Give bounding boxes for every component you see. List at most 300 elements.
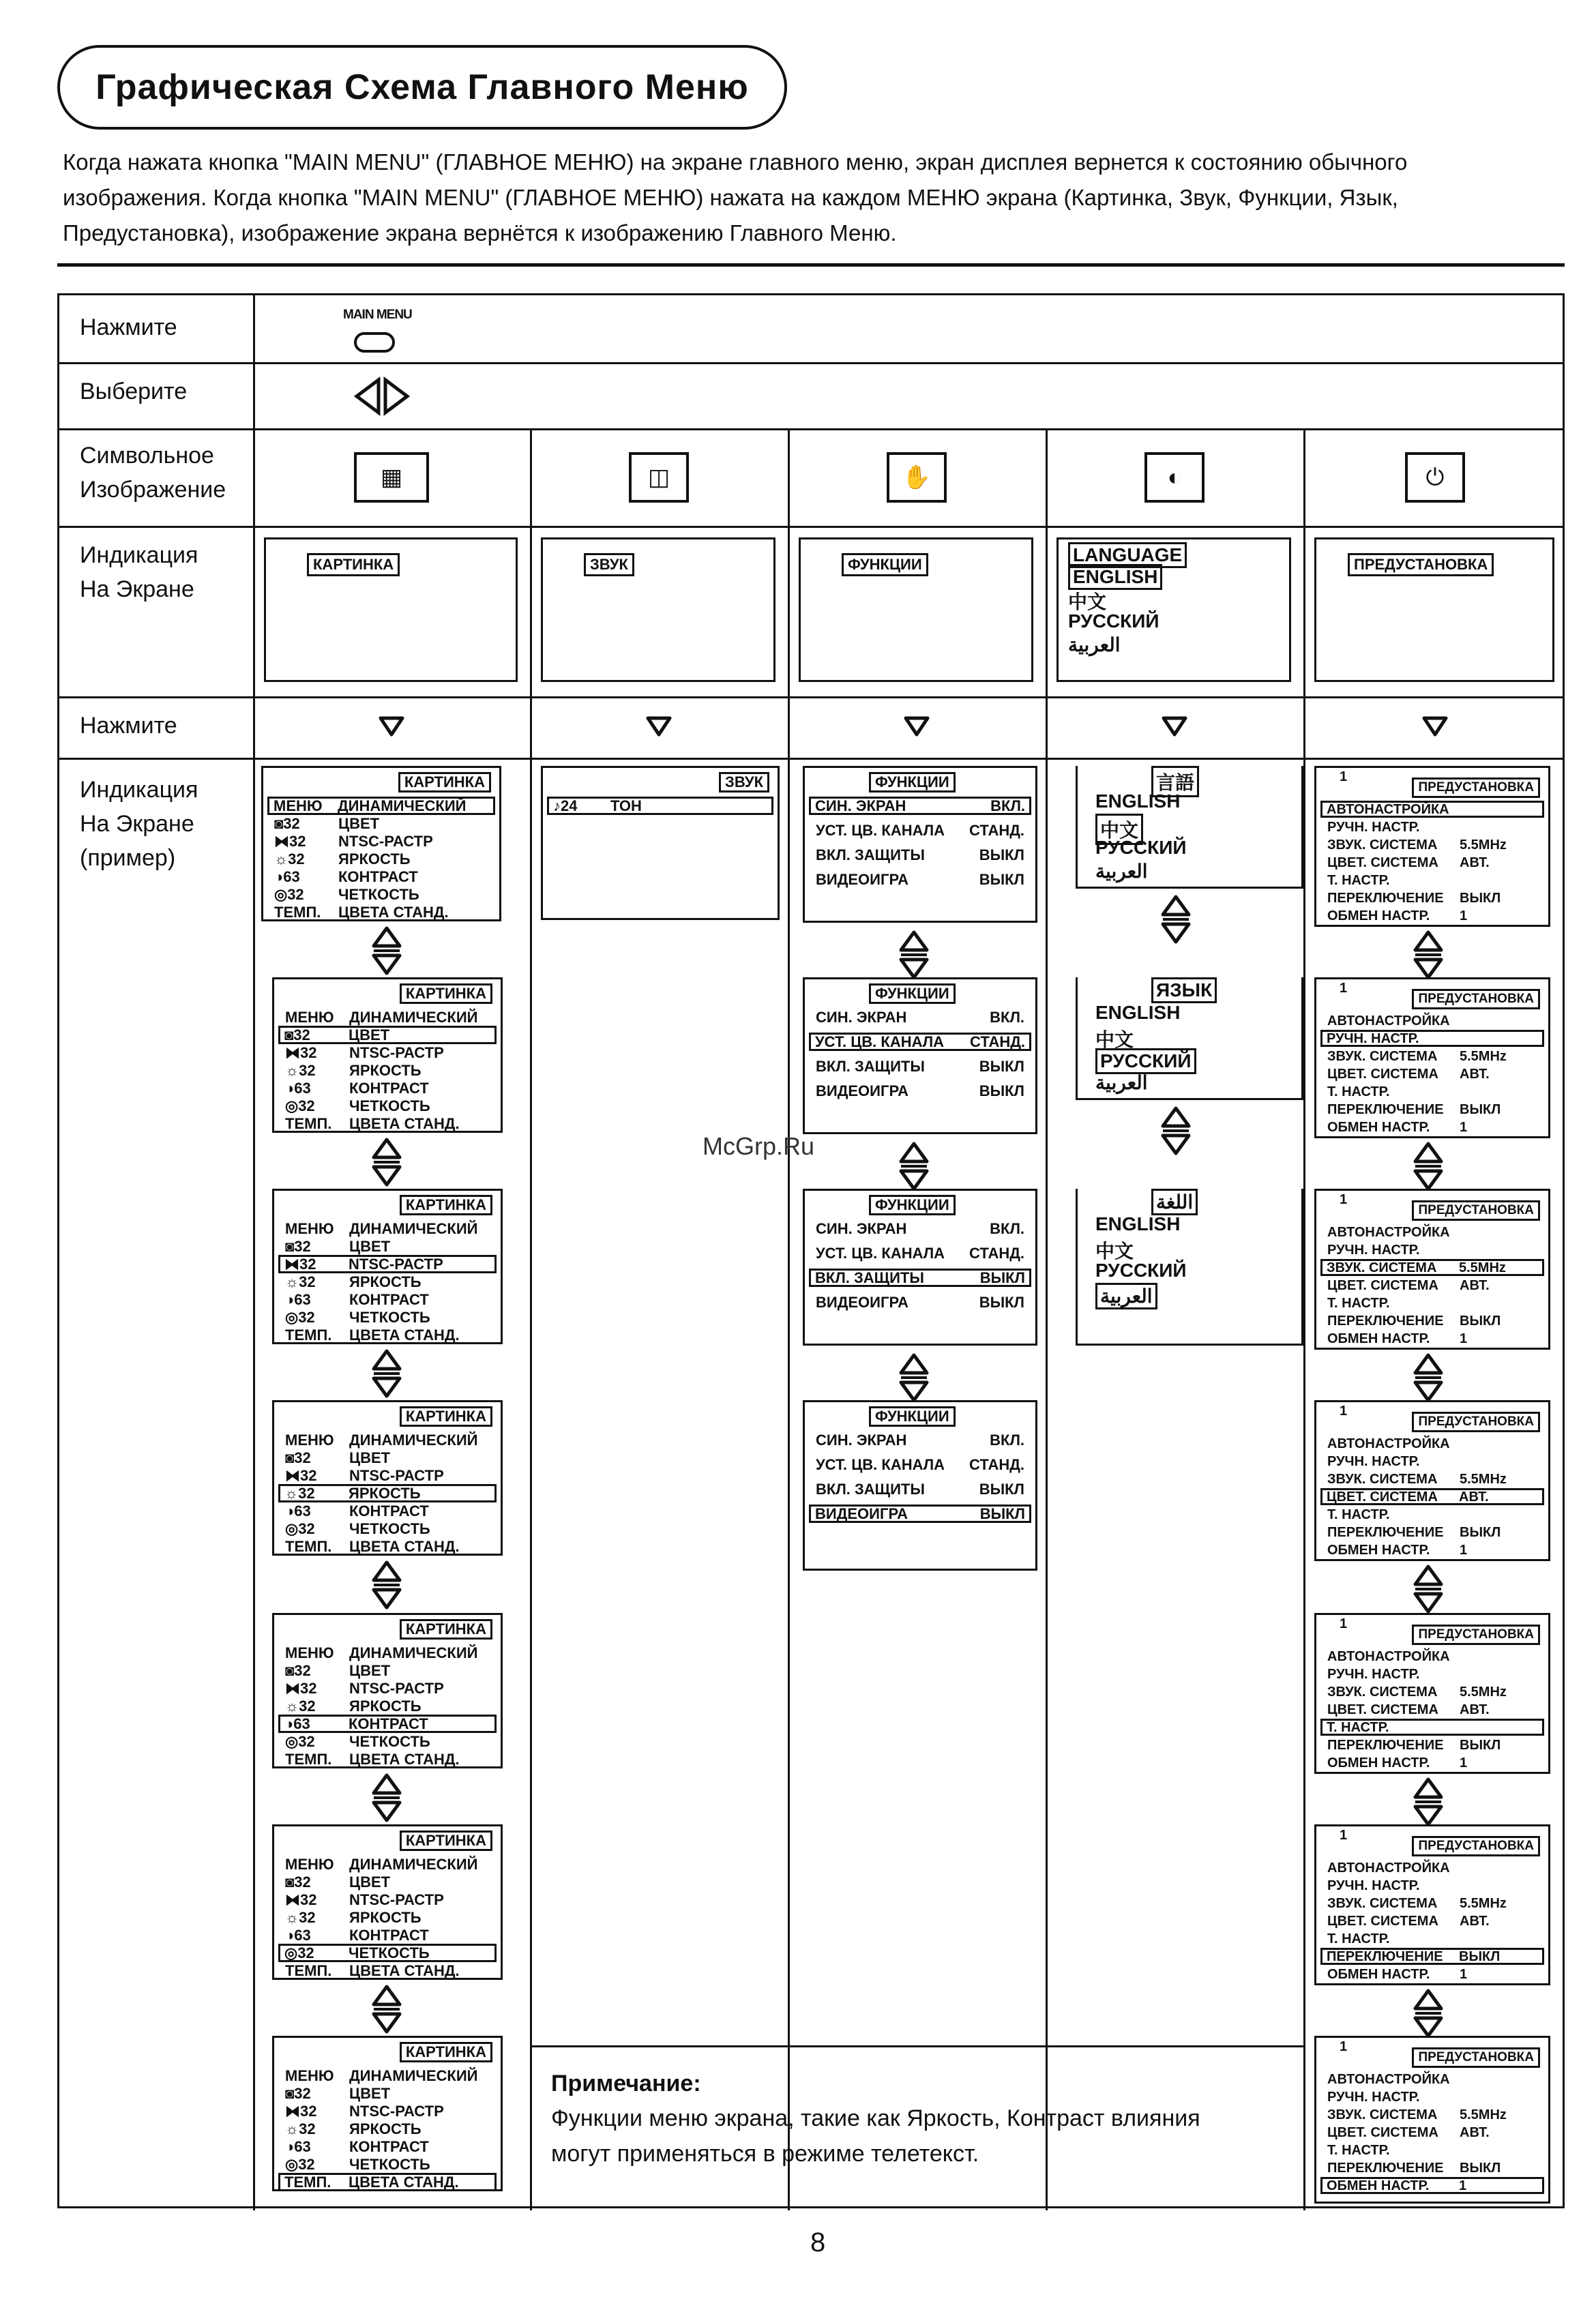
down-arrow-icon [903, 714, 930, 737]
row-value: СТАНД. [970, 1033, 1025, 1050]
preset-menu-row [1323, 1435, 1541, 1452]
screen-preview [1056, 537, 1291, 682]
row-label: КОНТРАСТ [338, 868, 418, 885]
row-value: 5.5MHz [1460, 2107, 1507, 2122]
main-menu-button-icon [354, 332, 395, 353]
row-value: ♪24 [553, 797, 578, 814]
language-header: LANGUAGE [1068, 542, 1187, 568]
preset-menu [1314, 2036, 1550, 2204]
preset-menu-row [1323, 1012, 1541, 1029]
row-label: NTSC-РАСТР [349, 1256, 443, 1273]
features-menu [803, 766, 1037, 923]
features-menu-row [812, 1219, 1029, 1238]
row-value: ВКЛ. [990, 1009, 1024, 1026]
preset-menu-row [1323, 1277, 1541, 1294]
row-label: ЗВУК. СИСТЕМА [1327, 838, 1438, 853]
row-label: ДИНАМИЧЕСКИЙ [349, 1432, 478, 1449]
preset-menu-row [1323, 1312, 1541, 1329]
up-down-arrow-icon [897, 1352, 931, 1403]
row-label: РУЧН. НАСТР. [1327, 820, 1420, 835]
features-menu-row [812, 1431, 1029, 1449]
features-menu [803, 1189, 1037, 1346]
row-label-press1: Нажмите [80, 314, 177, 340]
preset-menu-row [1323, 1083, 1541, 1100]
picture-menu-row [281, 1449, 494, 1467]
preset-menu-row [1320, 1719, 1544, 1736]
row-value: 1 [1460, 1967, 1468, 1982]
row-label: ПЕРЕКЛЮЧЕНИЕ [1327, 1314, 1444, 1329]
picture-menu [272, 977, 503, 1133]
note [551, 2066, 1288, 2172]
row-label: СИН. ЭКРАН [816, 1220, 907, 1237]
table-rule [59, 362, 1563, 364]
language-option: РУССКИЙ [1095, 1048, 1196, 1074]
preset-number: 1 [1340, 1828, 1348, 1843]
row-value: ТЕМП. [285, 1751, 332, 1768]
row-value: ☼32 [285, 1062, 316, 1079]
preset-menu-row [1320, 2177, 1544, 2194]
row-value: ◎32 [274, 886, 304, 903]
row-value: ВЫКЛ [979, 1481, 1024, 1498]
row-value: ◑63 [285, 2138, 311, 2155]
picture-menu-row [281, 1502, 494, 1520]
row-label: ЦВЕТА СТАНД. [349, 2174, 459, 2191]
picture-menu-row [278, 1026, 497, 1044]
row-label: NTSC-РАСТР [349, 1467, 444, 1484]
table-col-rule [253, 295, 255, 2210]
row-value: ВЫКЛ [979, 1505, 1025, 1522]
row-label: КОНТРАСТ [349, 1502, 429, 1520]
preset-menu-row [1323, 1241, 1541, 1258]
screen-label: ФУНКЦИИ [842, 553, 928, 576]
picture-menu-row [281, 1466, 494, 1485]
row-value: ◎32 [285, 2156, 315, 2173]
up-down-arrow-icon [1411, 1141, 1445, 1191]
preset-menu-row [1323, 818, 1541, 835]
row-label: ЧЕТКОСТЬ [349, 2156, 430, 2173]
row-value: ВЫКЛ [979, 1269, 1025, 1286]
row-label: КОНТРАСТ [349, 1291, 429, 1308]
row-label: ЦВЕТ. СИСТЕМА [1327, 1490, 1438, 1505]
row-label: NTSC-РАСТР [349, 1044, 444, 1061]
row-label: АВТОНАСТРОЙКА [1327, 1225, 1450, 1240]
row-label: ЧЕТКОСТЬ [349, 1097, 430, 1114]
preset-menu-row [1323, 1930, 1541, 1947]
row-label: NTSC-РАСТР [349, 1680, 444, 1697]
watermark: McGrp.Ru [703, 1132, 815, 1160]
preset-menu-row [1323, 1966, 1541, 1983]
row-label: ЦВЕТ [349, 1449, 391, 1466]
picture-menu-row [270, 814, 492, 833]
picture-menu-header: КАРТИНКА [400, 1195, 492, 1215]
row-value: ⧓32 [274, 833, 306, 850]
row-label: ВКЛ. ЗАЩИТЫ [816, 1481, 925, 1498]
preset-menu-row [1323, 1065, 1541, 1082]
preset-menu-row [1323, 2088, 1541, 2105]
row-label: УСТ. ЦВ. КАНАЛА [816, 822, 945, 839]
features-menu-header: ФУНКЦИИ [869, 772, 956, 792]
down-arrow-icon [378, 714, 405, 737]
row-label: УСТ. ЦВ. КАНАЛА [815, 1033, 945, 1050]
preset-number: 1 [1340, 769, 1348, 784]
picture-menu-row [278, 1944, 497, 1962]
row-label: ЦВЕТ. СИСТЕМА [1327, 1067, 1438, 1082]
preset-menu-row [1320, 801, 1544, 818]
row-value: 1 [1460, 908, 1468, 923]
row-label: ДИНАМИЧЕСКИЙ [349, 2067, 478, 2084]
preset-menu-row [1323, 1859, 1541, 1876]
row-label-symbol: Символьное Изображение [80, 443, 226, 503]
preset-menu-header: ПРЕДУСТАНОВКА [1412, 1200, 1540, 1221]
up-down-arrow-icon [1411, 1988, 1445, 2039]
preset-number: 1 [1340, 1616, 1348, 1631]
preset-number: 1 [1340, 1192, 1348, 1207]
row-value: МЕНЮ [285, 1432, 334, 1449]
preset-menu-header: ПРЕДУСТАНОВКА [1412, 1625, 1540, 1645]
row-value: 5.5MHz [1459, 1260, 1506, 1275]
features-menu [803, 1400, 1037, 1571]
row-label: РУЧН. НАСТР. [1327, 1667, 1420, 1682]
up-down-arrow-icon [897, 1141, 931, 1191]
row-label: ПЕРЕКЛЮЧЕНИЕ [1327, 1102, 1444, 1117]
row-label: ПЕРЕКЛЮЧЕНИЕ [1327, 1525, 1444, 1540]
screen-preview [799, 537, 1033, 682]
preset-menu-row [1323, 1470, 1541, 1487]
row-value: ◙32 [285, 1873, 311, 1891]
row-value: ☼32 [285, 2120, 316, 2137]
row-label: ВИДЕОИГРА [816, 1082, 909, 1099]
row-value: ⧓32 [285, 1467, 317, 1484]
row-value: ТЕМП. [285, 1962, 332, 1979]
row-value: 5.5MHz [1460, 1896, 1507, 1911]
row-value: ТЕМП. [274, 904, 321, 921]
sound-menu-row [547, 797, 773, 815]
table-col-rule [530, 428, 532, 2210]
preset-menu-row [1323, 2106, 1541, 2123]
picture-menu [272, 1613, 503, 1768]
left-right-arrows-icon [351, 376, 413, 417]
row-label: СИН. ЭКРАН [815, 797, 906, 814]
row-value: МЕНЮ [285, 1856, 334, 1873]
row-value: ◑63 [285, 1927, 311, 1944]
row-label: ОБМЕН НАСТР. [1327, 1120, 1430, 1135]
row-value: ◙32 [285, 2085, 311, 2102]
up-down-arrow-icon [370, 1984, 404, 2034]
row-label: ЯРКОСТЬ [349, 1273, 422, 1290]
picture-menu [272, 2036, 503, 2191]
row-label: АВТОНАСТРОЙКА [1327, 1861, 1450, 1876]
row-value: ◑63 [285, 1080, 311, 1097]
row-label: УСТ. ЦВ. КАНАЛА [816, 1456, 945, 1473]
preset-menu-row [1323, 854, 1541, 871]
picture-menu-row [281, 1290, 494, 1309]
row-value: ◙32 [285, 1662, 311, 1679]
picture-menu-row [270, 850, 492, 868]
row-value: 5.5MHz [1460, 838, 1507, 853]
language-menu-header: اللغة [1151, 1189, 1198, 1215]
picture-menu-row [281, 2102, 494, 2120]
row-label: ЗВУК. СИСТЕМА [1327, 2107, 1438, 2122]
row-value: ВЫКЛ [1460, 1102, 1501, 1117]
table-rule [530, 2045, 1303, 2047]
up-down-arrow-icon [1159, 1106, 1193, 1156]
row-label: ЧЕТКОСТЬ [338, 886, 419, 903]
picture-menu-row [281, 2137, 494, 2156]
table-rule [59, 758, 1563, 760]
preset-menu-row [1323, 872, 1541, 889]
row-label: РУЧН. НАСТР. [1327, 1454, 1420, 1469]
row-value: ◙32 [285, 1449, 311, 1466]
down-arrow-icon [1161, 714, 1188, 737]
row-value: 1 [1459, 2178, 1467, 2193]
preset-menu-row [1323, 1754, 1541, 1771]
row-value: ☼32 [285, 1909, 316, 1926]
row-value: ◙32 [284, 1026, 310, 1043]
row-value: АВТ. [1460, 1914, 1490, 1929]
row-label: Т. НАСТР. [1327, 1720, 1389, 1735]
picture-menu-row [281, 1750, 494, 1768]
row-value: ◑63 [285, 1291, 311, 1308]
sound-icon: ◫ [629, 452, 689, 503]
page-title: Графическая Схема Главного Меню [57, 45, 787, 130]
language-option: РУССКИЙ [1095, 1260, 1187, 1281]
preset-menu-row [1323, 2159, 1541, 2176]
row-label: ЯРКОСТЬ [338, 850, 411, 868]
up-down-arrow-icon [1159, 894, 1193, 945]
preset-menu-row [1323, 1541, 1541, 1558]
preset-number: 1 [1340, 981, 1348, 996]
row-label: ЦВЕТА СТАНД. [349, 1327, 460, 1344]
language-menu-header: ЯЗЫК [1151, 977, 1217, 1003]
row-label: ОБМЕН НАСТР. [1327, 2178, 1430, 2193]
preset-menu-row [1323, 1453, 1541, 1470]
features-menu-row [812, 1293, 1029, 1311]
language-option: العربية [1068, 634, 1121, 655]
row-label: Т. НАСТР. [1327, 1931, 1390, 1946]
row-label: ЦВЕТА СТАНД. [338, 904, 449, 921]
row-label: ВКЛ. ЗАЩИТЫ [816, 1058, 925, 1075]
preset-menu [1314, 1613, 1550, 1774]
picture-menu-row [281, 1237, 494, 1256]
row-label: ПЕРЕКЛЮЧЕНИЕ [1327, 1949, 1443, 1964]
picture-menu-row [281, 1644, 494, 1662]
row-label: ТОН [610, 797, 642, 814]
language-option: 中文 [1095, 814, 1143, 845]
row-value: 1 [1460, 1331, 1468, 1346]
up-down-arrow-icon [1411, 1777, 1445, 1827]
table-rule [59, 696, 1563, 698]
row-label: ДИНАМИЧЕСКИЙ [349, 1220, 478, 1237]
table-col-rule [788, 428, 790, 2210]
preset-menu-row [1323, 1524, 1541, 1541]
preset-number: 1 [1340, 2039, 1348, 2054]
row-label: РУЧН. НАСТР. [1327, 1878, 1420, 1893]
row-label: ЦВЕТА СТАНД. [349, 1115, 460, 1132]
features-menu-row [812, 1480, 1029, 1498]
row-value: МЕНЮ [285, 1220, 334, 1237]
row-label: NTSC-РАСТР [349, 2103, 444, 2120]
row-value: АВТ. [1460, 1067, 1490, 1082]
row-label: ЦВЕТ [349, 1873, 391, 1891]
up-down-arrow-icon [1411, 1564, 1445, 1614]
preset-menu-row [1323, 1506, 1541, 1523]
row-value: АВТ. [1460, 855, 1490, 870]
preset-menu [1314, 977, 1550, 1138]
picture-menu-row [270, 832, 492, 850]
row-value: ⧓32 [285, 2103, 317, 2120]
features-menu-header: ФУНКЦИИ [869, 1195, 956, 1215]
preset-menu-row [1323, 836, 1541, 853]
intro-text: Когда нажата кнопка "MAIN MENU" (ГЛАВНОЕ МЕНЮ) на экране главного меню, экран дисплея вернется к состоянию обычного изображения. Когда кнопка "MAIN MENU" (ГЛАВНОЕ МЕНЮ) нажата на каждом МЕНЮ экрана (Картинка, Звук, Функции, Язык, Предустановка), изображение экрана вернётся к изображению Главного Меню. [63, 149, 1408, 246]
picture-icon: ▦ [354, 452, 429, 503]
row-value: АВТ. [1460, 2125, 1490, 2140]
picture-menu-row [281, 1097, 494, 1115]
row-label: ЗВУК. СИСТЕМА [1327, 1896, 1438, 1911]
row-label: ПЕРЕКЛЮЧЕНИЕ [1327, 1738, 1444, 1753]
row-label: ВИДЕОИГРА [816, 871, 909, 888]
row-label: ОБМЕН НАСТР. [1327, 1967, 1430, 1982]
row-label: Т. НАСТР. [1327, 1084, 1390, 1099]
up-down-arrow-icon [370, 1137, 404, 1187]
row-label: КОНТРАСТ [349, 1927, 429, 1944]
up-down-arrow-icon [370, 1773, 404, 1823]
language-option: ENGLISH [1068, 564, 1162, 590]
row-label: ЦВЕТ [349, 1662, 391, 1679]
row-value: ТЕМП. [285, 1538, 332, 1555]
row-label: АВТОНАСТРОЙКА [1327, 1013, 1450, 1028]
row-value: АВТ. [1459, 1490, 1489, 1505]
row-label: ДИНАМИЧЕСКИЙ [349, 1009, 478, 1026]
preset-menu [1314, 766, 1550, 927]
table-rule [59, 428, 1563, 430]
preset-menu-header: ПРЕДУСТАНОВКА [1412, 1836, 1540, 1856]
picture-menu-row [281, 2084, 494, 2103]
picture-menu-row [281, 1114, 494, 1133]
picture-menu-row [281, 1679, 494, 1698]
row-label: ЯРКОСТЬ [349, 1698, 422, 1715]
row-label: ПЕРЕКЛЮЧЕНИЕ [1327, 2161, 1444, 2176]
preset-menu-row [1323, 1683, 1541, 1700]
row-label: Т. НАСТР. [1327, 1507, 1390, 1522]
preset-menu-row [1323, 2124, 1541, 2141]
preset-menu-header: ПРЕДУСТАНОВКА [1412, 989, 1540, 1009]
row-label: ОБМЕН НАСТР. [1327, 1543, 1430, 1558]
picture-menu-row [281, 1520, 494, 1538]
language-menu [1076, 977, 1303, 1100]
picture-menu-row [281, 2155, 494, 2174]
row-value: ТЕМП. [285, 1115, 332, 1132]
row-value: ◑63 [285, 1502, 311, 1520]
row-value: ВЫКЛ [1460, 891, 1501, 906]
picture-menu-row [281, 1431, 494, 1449]
row-label: ЦВЕТА СТАНД. [349, 1962, 460, 1979]
preset-menu-row [1323, 2071, 1541, 2088]
preset-menu [1314, 1189, 1550, 1350]
language-icon: ◐ [1144, 452, 1205, 503]
up-down-arrow-icon [370, 1348, 404, 1399]
language-option: РУССКИЙ [1095, 837, 1187, 858]
row-label: ВИДЕОИГРА [815, 1505, 908, 1522]
row-label: ЦВЕТА СТАНД. [349, 1538, 460, 1555]
row-label: ЯРКОСТЬ [349, 1485, 421, 1502]
row-value: 1 [1460, 1120, 1468, 1135]
row-value: ВКЛ. [990, 1220, 1024, 1237]
picture-menu-row [278, 1255, 497, 1273]
row-label: ЦВЕТ. СИСТЕМА [1327, 1278, 1438, 1293]
row-value: ☼32 [284, 1485, 315, 1502]
row-label-select: Выберите [80, 379, 188, 404]
language-option: 中文 [1095, 1029, 1134, 1050]
picture-menu-row [270, 868, 492, 886]
picture-menu-row [281, 1926, 494, 1944]
picture-menu-row [267, 797, 495, 815]
picture-menu-row [281, 1908, 494, 1927]
row-label: СИН. ЭКРАН [816, 1009, 907, 1026]
picture-menu-row [281, 1061, 494, 1080]
row-label: АВТОНАСТРОЙКА [1327, 1436, 1450, 1451]
row-value: ⧓32 [285, 1044, 317, 1061]
up-down-arrow-icon [1411, 1352, 1445, 1403]
row-label: NTSC-РАСТР [349, 1891, 444, 1908]
row-label: АВТОНАСТРОЙКА [1327, 2072, 1450, 2087]
row-value: ВЫКЛ [979, 846, 1024, 863]
screen-label: ЗВУК [584, 553, 634, 576]
picture-menu-row [281, 2120, 494, 2138]
preset-menu-row [1323, 1895, 1541, 1912]
row-label: Т. НАСТР. [1327, 2143, 1390, 2158]
preset-menu-row [1323, 1912, 1541, 1929]
up-down-arrow-icon [1411, 930, 1445, 980]
row-value: СТАНД. [969, 1456, 1024, 1473]
row-label-press2: Нажмите [80, 713, 177, 739]
row-label: РУЧН. НАСТР. [1327, 2090, 1420, 2105]
language-option: ENGLISH [1095, 1213, 1181, 1234]
table-col-rule [1303, 428, 1305, 2210]
row-value: ☼32 [274, 850, 305, 868]
row-label: ЦВЕТА СТАНД. [349, 1751, 460, 1768]
features-menu-row [809, 1505, 1031, 1523]
row-value: ☼32 [285, 1698, 316, 1715]
row-value: ТЕМП. [285, 1327, 332, 1344]
row-value: ⧓32 [284, 1256, 316, 1273]
picture-menu-row [281, 1732, 494, 1751]
row-value: ◎32 [285, 1520, 315, 1537]
language-option: العربية [1095, 1072, 1148, 1093]
row-value: ◑63 [274, 868, 300, 885]
row-label: ЦВЕТ [338, 815, 380, 832]
preset-menu-row [1323, 2142, 1541, 2159]
picture-menu-header: КАРТИНКА [400, 1619, 492, 1640]
preset-menu-row [1323, 1048, 1541, 1065]
picture-menu-header: КАРТИНКА [400, 2042, 492, 2062]
picture-menu-row [278, 1484, 497, 1502]
note-title: Примечание: [551, 2071, 701, 2096]
preset-menu-row [1320, 1488, 1544, 1505]
table-rule [59, 526, 1563, 528]
sound-menu [541, 766, 780, 920]
row-value: ВКЛ. [990, 797, 1025, 814]
row-value: 1 [1460, 1755, 1468, 1770]
language-option: العربية [1095, 861, 1148, 882]
row-value: ВЫКЛ [1459, 1949, 1501, 1964]
row-label: ЯРКОСТЬ [349, 1062, 422, 1079]
picture-menu-row [281, 1661, 494, 1680]
page-number: 8 [810, 2227, 826, 2257]
down-arrow-icon [645, 714, 673, 737]
picture-menu [272, 1824, 503, 1980]
picture-menu-header: КАРТИНКА [400, 983, 492, 1004]
row-value: 1 [1460, 1543, 1468, 1558]
